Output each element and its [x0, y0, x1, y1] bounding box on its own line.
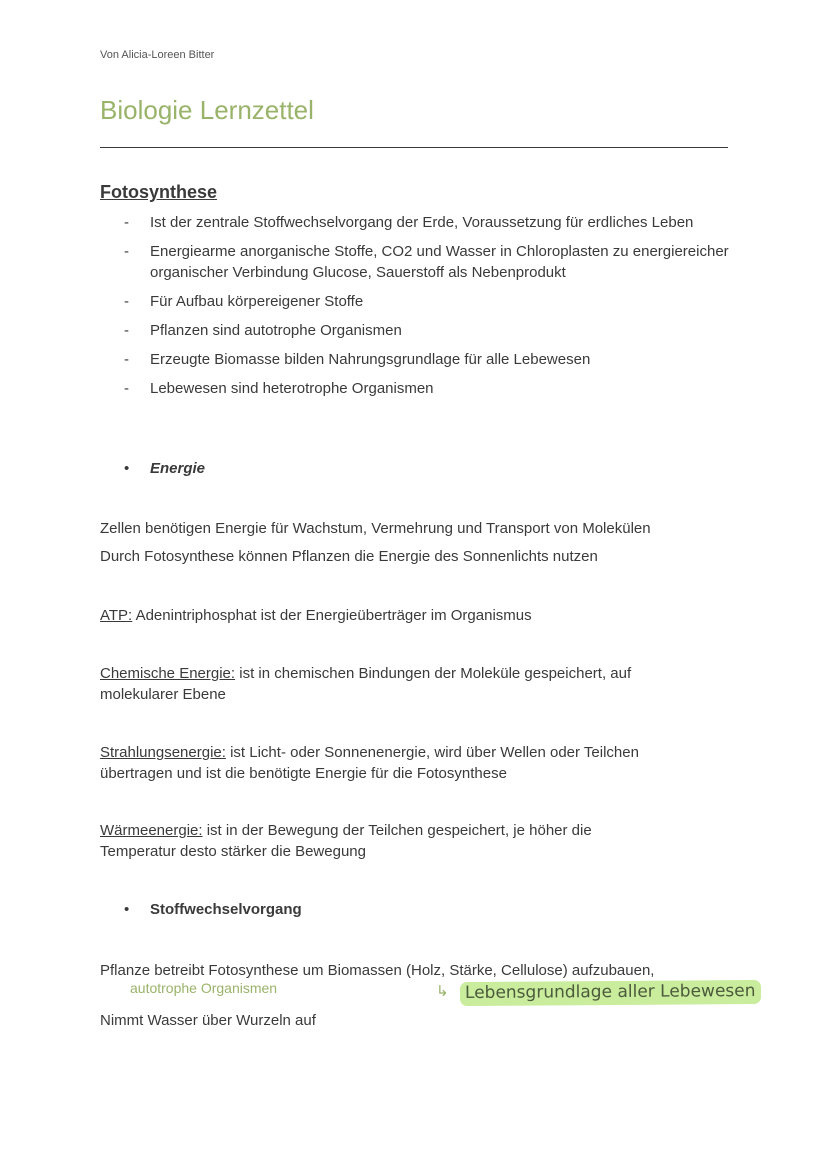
subheading-energie: Energie [150, 460, 206, 477]
list-item: - Für Aufbau körpereigener Stoffe [124, 293, 364, 310]
bullet-dot: • [124, 901, 130, 918]
stoffwechsel-line-1: Pflanze betreibt Fotosynthese um Biomassen (Holz, Stärke, Cellulose) aufzubauen, [100, 962, 655, 979]
dash-marker: - [124, 380, 129, 397]
definition-waermeenergie: Wärmeenergie: ist in der Bewegung der Teilchen gespeichert, je höher die [100, 822, 592, 839]
definition-atp: ATP: Adenintriphosphat ist der Energieüberträger im Organismus [100, 607, 532, 624]
page-title: Biologie Lernzettel [100, 95, 314, 125]
fotosynthese-list [100, 212, 740, 407]
energie-line-2: Durch Fotosynthese können Pflanzen die Energie des Sonnenlichts nutzen [100, 548, 598, 565]
list-item: - Erzeugte Biomasse bilden Nahrungsgrundlage für alle Lebewesen [124, 351, 591, 368]
bullet-dot: • [124, 460, 130, 477]
list-item: - Lebewesen sind heterotrophe Organismen [124, 380, 434, 397]
term-strahlungsenergie: Strahlungsenergie: [100, 744, 226, 761]
subheading-stoffwechselvorgang: Stoffwechselvorgang [150, 901, 302, 918]
author-line: Von Alicia-Loreen Bitter [100, 49, 215, 61]
list-item: - Pflanzen sind autotrophe Organismen [124, 322, 402, 339]
handwritten-note-autotroph: autotrophe Organismen [130, 980, 278, 996]
arrow-icon: ↳ [436, 983, 449, 1000]
dash-marker: - [124, 214, 129, 231]
bullet-energie [100, 460, 400, 480]
dash-marker: - [124, 322, 129, 339]
title-divider [100, 147, 728, 148]
highlighted-note [460, 981, 761, 1005]
dash-marker: - [124, 243, 129, 260]
term-chemische-energie: Chemische Energie: [100, 665, 236, 682]
list-item: - Energiearme anorganische Stoffe, CO2 und Wasser in Chloroplasten zu energiereicher organischer Verbindung Glucose, Sauerstoff als Nebenprodukt [124, 243, 729, 281]
definition-chemische-energie: Chemische Energie: ist in chemischen Bindungen der Moleküle gespeichert, auf [100, 665, 632, 682]
definition-chemische-energie-cont: molekularer Ebene [100, 686, 226, 703]
section-heading-fotosynthese: Fotosynthese [100, 182, 218, 202]
highlight-lebensgrundlage: Lebensgrundlage aller Lebewesen [460, 980, 762, 1006]
definition-strahlungsenergie-cont: übertragen und ist die benötigte Energie für die Fotosynthese [100, 765, 507, 782]
bullet-stoffwechselvorgang [100, 901, 400, 921]
term-atp: ATP: [100, 607, 133, 624]
dash-marker: - [124, 293, 129, 310]
definition-strahlungsenergie: Strahlungsenergie: ist Licht- oder Sonnenenergie, wird über Wellen oder Teilchen [100, 744, 639, 761]
energie-line-1: Zellen benötigen Energie für Wachstum, Vermehrung und Transport von Molekülen [100, 520, 651, 537]
definition-waermeenergie-cont: Temperatur desto stärker die Bewegung [100, 843, 366, 860]
dash-marker: - [124, 351, 129, 368]
stoffwechsel-line-2: Nimmt Wasser über Wurzeln auf [100, 1012, 316, 1029]
term-waermeenergie: Wärmeenergie: [100, 822, 203, 839]
list-item: - Ist der zentrale Stoffwechselvorgang der Erde, Voraussetzung für erdliches Leben [124, 214, 694, 231]
